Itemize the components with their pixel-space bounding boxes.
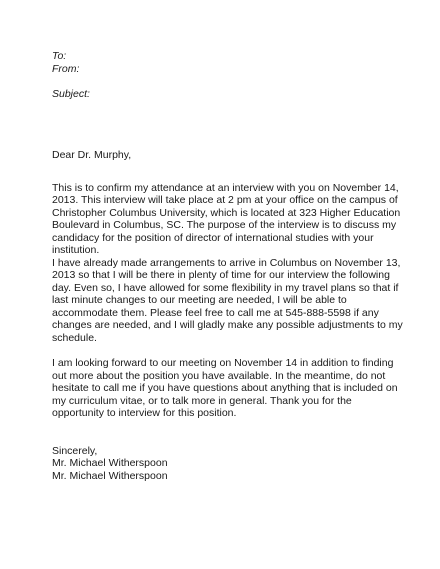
subject-label: Subject: xyxy=(52,88,90,100)
closing-block xyxy=(52,445,392,483)
from-label: From: xyxy=(52,62,80,75)
closing: Sincerely, xyxy=(52,444,98,457)
letter-body xyxy=(52,149,403,482)
paragraph-line: This is to confirm my attendance at an interview with you on November 14, xyxy=(52,181,399,194)
paragraph-line: hesitate to call me if you have questions about anything that is included on xyxy=(52,382,398,394)
paragraph-line: I have already made arrangements to arrive in Columbus on November 13, xyxy=(52,256,401,269)
paragraph-line: I am looking forward to our meeting on November 14 in addition to finding xyxy=(52,357,394,369)
paragraph-line: changes are needed, and I will gladly make any possible adjustments to my xyxy=(52,319,403,331)
paragraph-line: candidacy for the position of director of international studies with your xyxy=(52,231,374,244)
paragraph-line: schedule. xyxy=(52,331,97,344)
paragraph-arrangements xyxy=(52,256,403,345)
paragraph-line: day. Even so, I have allowed for some flexibility in my travel plans so that if xyxy=(52,281,399,294)
paragraph-line: opportunity to interview for this position. xyxy=(52,407,237,419)
paragraph-line: Boulevard in Columbus, SC. The purpose of the interview is to discuss my xyxy=(52,219,397,231)
paragraph-looking-forward xyxy=(52,357,398,420)
memo-header xyxy=(52,50,90,101)
to-label: To: xyxy=(52,50,67,62)
paragraph-line: Christopher Columbus University, which is located at 323 Higher Education xyxy=(52,206,401,219)
paragraph-line: accommodate them. Please feel free to call me at 545-888-5598 if any xyxy=(52,306,379,319)
printed-name: Mr. Michael Witherspoon xyxy=(52,469,168,482)
paragraph-line: out more about the position you have available. In the meantime, do not xyxy=(52,369,386,382)
signature-name: Mr. Michael Witherspoon xyxy=(52,457,168,469)
paragraph-confirmation xyxy=(52,181,401,257)
memo-spacer xyxy=(52,75,90,88)
paragraph-line: 2013 so that I will be there in plenty of time for our interview the following xyxy=(52,269,390,281)
paragraph-line: institution. xyxy=(52,244,100,256)
salutation: Dear Dr. Murphy, xyxy=(52,149,132,161)
paragraph-line: 2013. This interview will take place at 2 pm at your office on the campus of xyxy=(52,194,398,206)
paragraph-line: last minute changes to our meeting are needed, I will be able to xyxy=(52,294,347,306)
paragraph-line: my curriculum vitae, or to talk more in general. Thank you for the xyxy=(52,394,352,407)
